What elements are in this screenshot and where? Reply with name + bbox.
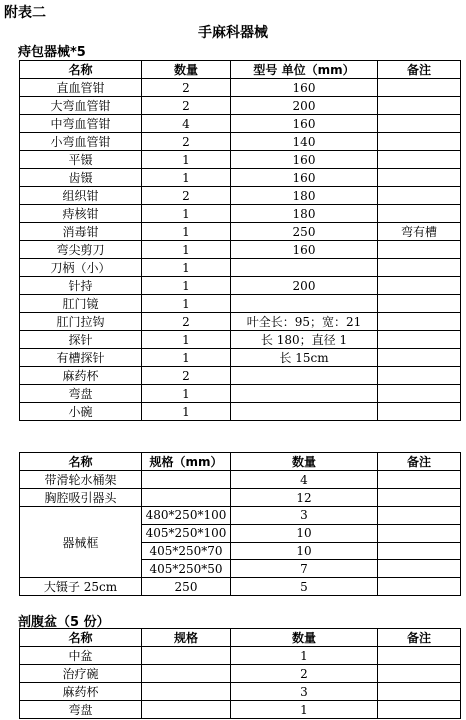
table-cell: 2 [142, 79, 231, 97]
instrument-table-3 [19, 628, 461, 719]
table-cell: 胸腔吸引器头 [20, 489, 142, 507]
table-cell [378, 151, 461, 169]
table-header-row [20, 629, 461, 647]
table-cell: 2 [231, 665, 378, 683]
column-header: 名称 [20, 61, 142, 79]
table-cell: 麻药杯 [20, 367, 142, 385]
table-cell: 1 [142, 349, 231, 367]
table-cell: 480*250*100 [142, 507, 231, 525]
table-row [20, 187, 461, 205]
table-cell: 160 [231, 151, 378, 169]
table-row [20, 385, 461, 403]
table-cell: 160 [231, 169, 378, 187]
table-cell [378, 205, 461, 223]
table-cell [378, 187, 461, 205]
table-cell: 肛门拉钩 [20, 313, 142, 331]
table-cell: 治疗碗 [20, 665, 142, 683]
table-cell [142, 471, 231, 489]
table-cell [378, 647, 461, 665]
table-cell: 10 [231, 542, 378, 560]
table-cell [378, 507, 461, 525]
table-cell [378, 367, 461, 385]
table-cell: 1 [142, 169, 231, 187]
table-cell [142, 647, 231, 665]
table-cell: 麻药杯 [20, 683, 142, 701]
instrument-table-1 [19, 60, 461, 421]
table-cell: 405*250*100 [142, 524, 231, 542]
table-cell: 弯有槽 [378, 223, 461, 241]
table-cell: 4 [231, 471, 378, 489]
table-cell [378, 403, 461, 421]
column-header: 名称 [20, 629, 142, 647]
table-cell [378, 385, 461, 403]
table-cell: 250 [231, 223, 378, 241]
table-row [20, 241, 461, 259]
table-row [20, 647, 461, 665]
table-row [20, 223, 461, 241]
table-cell: 长 15cm [231, 349, 378, 367]
table-cell: 1 [142, 151, 231, 169]
table-cell: 405*250*70 [142, 542, 231, 560]
table-cell: 1 [142, 223, 231, 241]
column-header: 数量 [142, 61, 231, 79]
table-row [20, 367, 461, 385]
table-cell [378, 542, 461, 560]
table-cell: 180 [231, 205, 378, 223]
table-cell: 180 [231, 187, 378, 205]
table-cell: 200 [231, 277, 378, 295]
table-row [20, 331, 461, 349]
column-header: 名称 [20, 453, 142, 471]
table-header-row [20, 61, 461, 79]
table-cell [378, 683, 461, 701]
table-cell [378, 665, 461, 683]
instrument-table-2 [19, 452, 461, 596]
table-cell: 7 [231, 560, 378, 578]
column-header: 规格 [142, 629, 231, 647]
table-row [20, 313, 461, 331]
table-cell: 1 [231, 701, 378, 719]
table-row [20, 665, 461, 683]
table-cell: 1 [142, 331, 231, 349]
table-row [20, 295, 461, 313]
table-cell: 弯盘 [20, 701, 142, 719]
table-cell: 大弯血管钳 [20, 97, 142, 115]
table-cell [142, 665, 231, 683]
table-cell [378, 489, 461, 507]
section1-label: 痔包器械*5 [18, 45, 86, 60]
table-cell [231, 367, 378, 385]
column-header: 备注 [378, 61, 461, 79]
table-cell: 弯盘 [20, 385, 142, 403]
table-cell [142, 683, 231, 701]
table-cell: 405*250*50 [142, 560, 231, 578]
table-cell: 探针 [20, 331, 142, 349]
table-cell [142, 489, 231, 507]
table-row [20, 489, 461, 507]
table-row [20, 578, 461, 596]
table-cell: 1 [231, 647, 378, 665]
table-cell: 2 [142, 367, 231, 385]
table-cell [378, 524, 461, 542]
table-cell: 250 [142, 578, 231, 596]
table-cell: 针持 [20, 277, 142, 295]
table-cell [142, 701, 231, 719]
table-cell: 中弯血管钳 [20, 115, 142, 133]
table-cell [378, 79, 461, 97]
table-cell [378, 560, 461, 578]
table-row [20, 259, 461, 277]
table-cell [378, 133, 461, 151]
table-cell: 10 [231, 524, 378, 542]
table-cell: 小碗 [20, 403, 142, 421]
table-row [20, 133, 461, 151]
table-cell [231, 385, 378, 403]
table-cell: 有槽探针 [20, 349, 142, 367]
table-cell [378, 241, 461, 259]
table-cell: 160 [231, 115, 378, 133]
table-cell [378, 277, 461, 295]
table-cell: 小弯血管钳 [20, 133, 142, 151]
table-row [20, 683, 461, 701]
table-row [20, 205, 461, 223]
table-cell: 痔核钳 [20, 205, 142, 223]
column-header: 备注 [378, 453, 461, 471]
table-cell [378, 331, 461, 349]
table-cell: 2 [142, 133, 231, 151]
table-cell [231, 259, 378, 277]
table-cell [378, 115, 461, 133]
table-cell: 叶全长：95；宽：21 [231, 313, 378, 331]
table-cell: 2 [142, 313, 231, 331]
table-cell: 1 [142, 241, 231, 259]
table-cell: 2 [142, 187, 231, 205]
table-cell: 1 [142, 205, 231, 223]
table-cell: 3 [231, 507, 378, 525]
column-header: 数量 [231, 453, 378, 471]
table-cell [231, 403, 378, 421]
table-cell: 12 [231, 489, 378, 507]
column-header: 备注 [378, 629, 461, 647]
table-cell: 直血管钳 [20, 79, 142, 97]
table-cell: 大镊子 25cm [20, 578, 142, 596]
table-cell [378, 471, 461, 489]
table-row [20, 507, 461, 525]
table-cell: 1 [142, 403, 231, 421]
table-cell [378, 169, 461, 187]
table-cell: 2 [142, 97, 231, 115]
table-cell: 200 [231, 97, 378, 115]
table-cell: 5 [231, 578, 378, 596]
table-cell: 器械框 [20, 507, 142, 578]
table-cell: 1 [142, 385, 231, 403]
table-row [20, 701, 461, 719]
table-row [20, 169, 461, 187]
table-row [20, 79, 461, 97]
table-header-row [20, 453, 461, 471]
table-cell [378, 701, 461, 719]
table-cell [378, 259, 461, 277]
table-cell [378, 313, 461, 331]
table-cell: 平镊 [20, 151, 142, 169]
table-cell: 160 [231, 79, 378, 97]
table-row [20, 151, 461, 169]
table-cell: 中盆 [20, 647, 142, 665]
table-cell: 4 [142, 115, 231, 133]
table-cell [231, 295, 378, 313]
column-header: 数量 [231, 629, 378, 647]
section3-label: 剖腹盆（5 份） [18, 615, 110, 630]
table-cell [378, 349, 461, 367]
table-cell: 刀柄（小） [20, 259, 142, 277]
table-cell: 3 [231, 683, 378, 701]
table-row [20, 115, 461, 133]
table-cell: 1 [142, 277, 231, 295]
document-title: 手麻科器械 [198, 25, 268, 41]
table-cell: 肛门镜 [20, 295, 142, 313]
table-cell [378, 295, 461, 313]
table-cell [378, 97, 461, 115]
table-cell: 带滑轮水桶架 [20, 471, 142, 489]
table-row [20, 349, 461, 367]
table-cell: 弯尖剪刀 [20, 241, 142, 259]
column-header: 规格（mm） [142, 453, 231, 471]
appendix-label: 附表二 [4, 5, 46, 21]
table-cell: 齿镊 [20, 169, 142, 187]
table-cell: 1 [142, 295, 231, 313]
table-cell [378, 578, 461, 596]
table-cell: 消毒钳 [20, 223, 142, 241]
table-row [20, 97, 461, 115]
table-row [20, 277, 461, 295]
table-cell: 长 180；直径 1 [231, 331, 378, 349]
column-header: 型号 单位（mm） [231, 61, 378, 79]
table-cell: 组织钳 [20, 187, 142, 205]
table-row [20, 471, 461, 489]
table-row [20, 403, 461, 421]
table-cell: 160 [231, 241, 378, 259]
table-cell: 1 [142, 259, 231, 277]
table-cell: 140 [231, 133, 378, 151]
